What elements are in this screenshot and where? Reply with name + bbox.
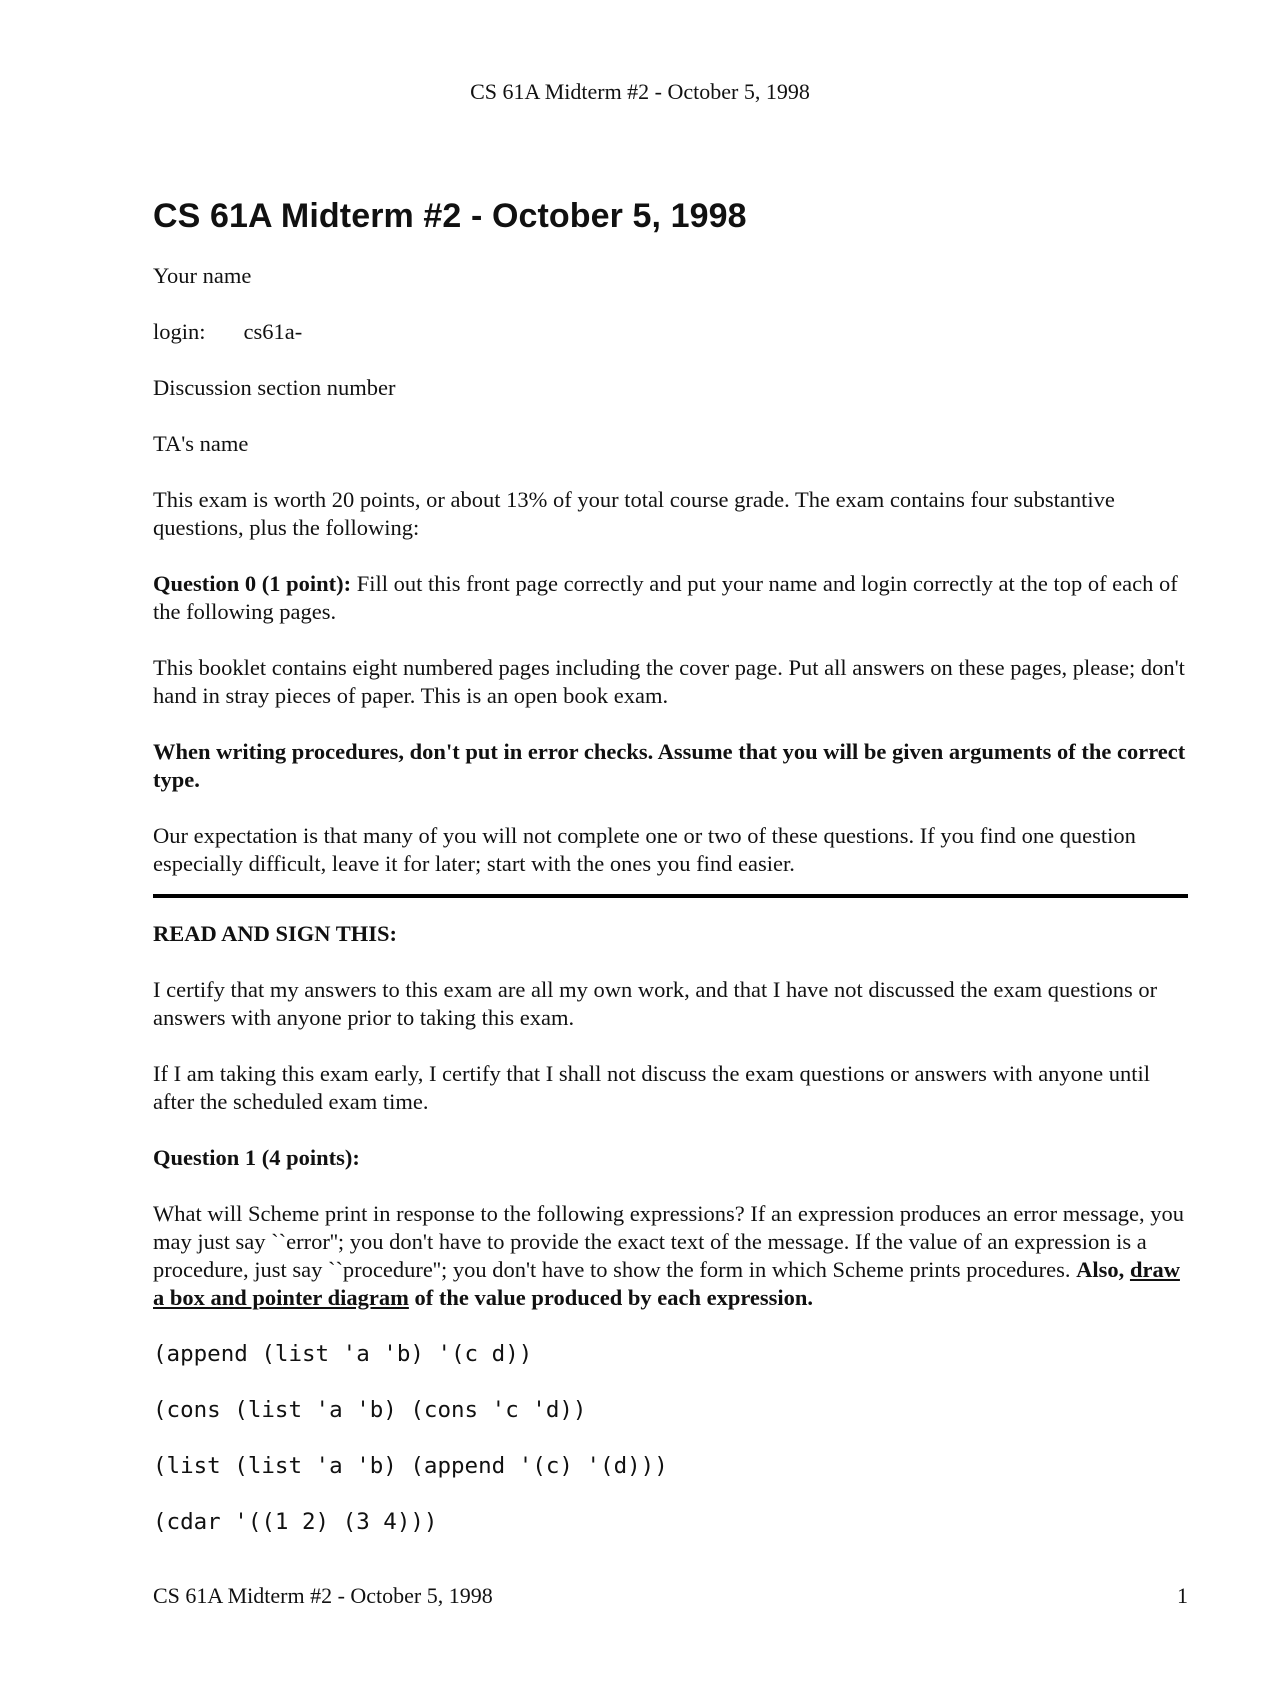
scheme-expression-2: (cons (list 'a 'b) (cons 'c 'd))	[153, 1397, 587, 1423]
question-0-paragraph	[153, 570, 1188, 626]
question-1-heading: Question 1 (4 points):	[153, 1145, 360, 1170]
running-header: CS 61A Midterm #2 - October 5, 1998	[470, 79, 810, 104]
question-0-text: Fill out this front page correctly and put your name and login correctly at the top of each of the following pages.	[153, 571, 1178, 624]
exam-worth-paragraph: This exam is worth 20 points, or about 13% of your total course grade. The exam contains four substantive questions, plus the following:	[153, 487, 1115, 540]
also-text: Also,	[1076, 1257, 1125, 1282]
login-row	[153, 318, 1188, 346]
your-name-label: Your name	[153, 263, 252, 288]
ta-name-label: TA's name	[153, 431, 249, 456]
login-value: cs61a-	[243, 319, 303, 344]
box-pointer-instruction: draw a box and pointer diagram	[153, 1257, 1180, 1310]
footer-title: CS 61A Midterm #2 - October 5, 1998	[153, 1583, 493, 1608]
section-divider	[153, 894, 1188, 898]
scheme-expression-3: (list (list 'a 'b) (append '(c) '(d)))	[153, 1453, 668, 1479]
scheme-expression-4: (cdar '((1 2) (3 4)))	[153, 1509, 438, 1535]
page-number: 1	[1177, 1583, 1188, 1608]
question-1-prompt-text: What will Scheme print in response to the following expressions? If an expression produces an error message, you may just say ``error''; you don't have to provide the exact text of the message. If the value of an expression is a procedure, just say ``procedure''; you don't have to show the form in which Scheme prints procedures.	[153, 1201, 1184, 1282]
login-label: login:	[153, 319, 206, 344]
certify-paragraph: I certify that my answers to this exam are all my own work, and that I have not discussed the exam questions or answers with anyone prior to taking this exam.	[153, 977, 1158, 1030]
booklet-paragraph: This booklet contains eight numbered pages including the cover page. Put all answers on these pages, please; don't hand in stray pieces of paper. This is an open book exam.	[153, 655, 1185, 708]
value-produced-text: of the value produced by each expression.	[414, 1285, 814, 1310]
question-0-label: Question 0 (1 point):	[153, 571, 352, 596]
question-1-prompt	[153, 1200, 1188, 1312]
running-footer	[153, 1582, 1188, 1610]
early-exam-paragraph: If I am taking this exam early, I certify that I shall not discuss the exam questions or answers with anyone until after the scheduled exam time.	[153, 1061, 1151, 1114]
section-label: Discussion section number	[153, 375, 396, 400]
expectation-paragraph: Our expectation is that many of you will not complete one or two of these questions. If you find one question especially difficult, leave it for later; start with the ones you find easier.	[153, 823, 1136, 876]
page-title: CS 61A Midterm #2 - October 5, 1998	[153, 197, 747, 235]
scheme-expression-1: (append (list 'a 'b) '(c d))	[153, 1341, 533, 1367]
error-check-warning: When writing procedures, don't put in error checks. Assume that you will be given arguments of the correct type.	[153, 739, 1186, 792]
read-and-sign-heading: READ AND SIGN THIS:	[153, 921, 398, 946]
exam-cover-content	[153, 262, 1188, 1564]
